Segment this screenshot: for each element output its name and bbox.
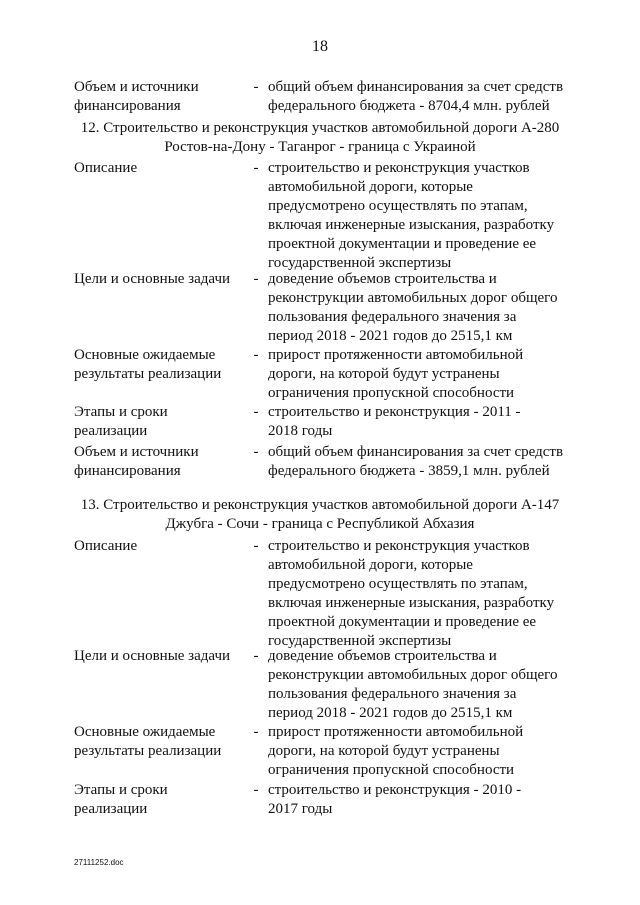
section-12-title: 12. Строительство и реконструкция участков автомобильной дороги А-280 Ростов-на-Дону - Таганрог - граница с Украиной	[80, 120, 560, 155]
row-label: Описание	[74, 538, 138, 554]
section-13-title: 13. Строительство и реконструкция участков автомобильной дороги А-147 Джубга - Сочи - граница с Республикой Абхазия	[80, 497, 560, 532]
row-value: общий объем финансирования за счет средств федерального бюджета - 3859,1 млн. рублей	[268, 444, 564, 479]
row-dash: -	[253, 782, 259, 798]
row-label: Основные ожидаемые результаты реализации	[74, 347, 222, 382]
row-label: Объем и источники финансирования	[74, 79, 199, 114]
row-label: Этапы и сроки реализации	[74, 404, 168, 439]
footer-filename: 27111252.doc	[74, 858, 124, 867]
page-number: 18	[312, 38, 328, 55]
row-dash: -	[253, 271, 259, 287]
row-dash: -	[253, 347, 259, 363]
row-value: прирост протяженности автомобильной дороги, на которой будут устранены ограничения пропускной способности	[268, 724, 524, 778]
row-value: строительство и реконструкция участков автомобильной дороги, которые предусмотрено осуществлять по этапам, включая инженерные изыскания, разработку проектной документации и проведение ее государственной экспертизы	[268, 160, 555, 271]
row-value: строительство и реконструкция участков автомобильной дороги, которые предусмотрено осуществлять по этапам, включая инженерные изыскания, разработку проектной документации и проведение ее государственной экспертизы	[268, 538, 555, 649]
row-label: Этапы и сроки реализации	[74, 782, 168, 817]
row-dash: -	[253, 160, 259, 176]
row-dash: -	[253, 538, 259, 554]
row-label: Объем и источники финансирования	[74, 444, 199, 479]
row-value: прирост протяженности автомобильной дороги, на которой будут устранены ограничения пропускной способности	[268, 347, 524, 401]
row-label: Цели и основные задачи	[74, 271, 231, 287]
row-dash: -	[253, 724, 259, 740]
row-value: строительство и реконструкция - 2010 - 2017 годы	[268, 782, 522, 817]
row-value: общий объем финансирования за счет средств федерального бюджета - 8704,4 млн. рублей	[268, 79, 564, 114]
row-dash: -	[253, 444, 259, 460]
row-dash: -	[253, 79, 259, 95]
row-dash: -	[253, 648, 259, 664]
row-dash: -	[253, 404, 259, 420]
row-value: доведение объемов строительства и реконструкции автомобильных дорог общего пользования федерального значения за период 2018 - 2021 годов до 2515,1 км	[268, 271, 558, 344]
row-value: строительство и реконструкция - 2011 - 2018 годы	[268, 404, 521, 439]
row-label: Описание	[74, 160, 138, 176]
row-label: Цели и основные задачи	[74, 648, 231, 664]
row-value: доведение объемов строительства и реконструкции автомобильных дорог общего пользования федерального значения за период 2018 - 2021 годов до 2515,1 км	[268, 648, 558, 721]
row-label: Основные ожидаемые результаты реализации	[74, 724, 222, 759]
